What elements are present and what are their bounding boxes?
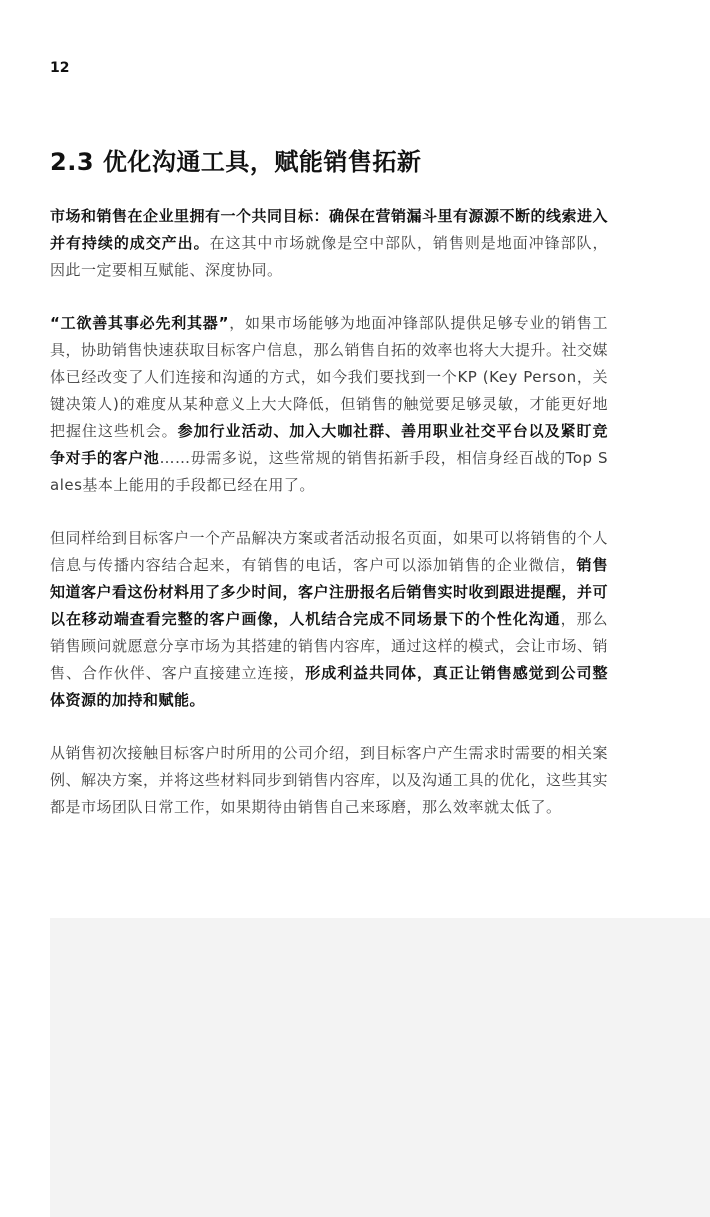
bold-text-run: 销售知道客户看这份材料用了多少时间，客户注册报名后销售实时收到跟进提醒，并可以在移动端查看完整的客户画像，人机结合完成不同场景下的个性化沟通	[50, 556, 609, 628]
bold-text-run: 市场和销售在企业里拥有一个共同目标：确保在营销漏斗里有源源不断的线索进入并有持续的成交产出。	[50, 207, 609, 252]
body-paragraph	[50, 740, 608, 821]
body-content	[50, 203, 608, 847]
section-heading: 2.3 优化沟通工具，赋能销售拓新	[50, 148, 422, 176]
page-number: 12	[50, 60, 70, 76]
text-run: 从销售初次接触目标客户时所用的公司介绍，到目标客户产生需求时需要的相关案例、解决方案，并将这些材料同步到销售内容库，以及沟通工具的优化，这些其实都是市场团队日常工作，如果期待由销售自己来琢磨，那么效率就太低了。	[50, 744, 609, 816]
bold-text-run: “工欲善其事必先利其器”	[50, 314, 229, 332]
text-run: ，如果市场能够为地面冲锋部队提供足够专业的销售工具，协助销售快速获取目标客户信息，那么销售自拓的效率也将大大提升。社交媒体已经改变了人们连接和沟通的方式，如今我们要找到一个KP (Key Person，关键决策人)的难度从某种意义上大大降低，但销售的触觉要足够灵敏，才能更好地把握住这些机会。	[50, 314, 609, 440]
image-placeholder	[50, 918, 710, 1217]
text-run: ，那么销售顾问就愿意分享市场为其搭建的销售内容库，通过这样的模式，会让市场、销售、合作伙伴、客户直接建立连接，	[50, 610, 609, 682]
bold-text-run: 参加行业活动、加入大咖社群、善用职业社交平台以及紧盯竞争对手的客户池	[50, 422, 608, 467]
body-paragraph	[50, 310, 608, 499]
text-run: 在这其中市场就像是空中部队，销售则是地面冲锋部队，因此一定要相互赋能、深度协同。	[50, 234, 608, 279]
text-run: ……毋需多说，这些常规的销售拓新手段，相信身经百战的Top Sales基本上能用的手段都已经在用了。	[50, 449, 608, 494]
bold-text-run: 形成利益共同体，真正让销售感觉到公司整体资源的加持和赋能。	[50, 664, 608, 709]
body-paragraph	[50, 203, 608, 284]
text-run: 但同样给到目标客户一个产品解决方案或者活动报名页面，如果可以将销售的个人信息与传播内容结合起来，有销售的电话，客户可以添加销售的企业微信，	[50, 529, 609, 574]
body-paragraph	[50, 525, 608, 714]
